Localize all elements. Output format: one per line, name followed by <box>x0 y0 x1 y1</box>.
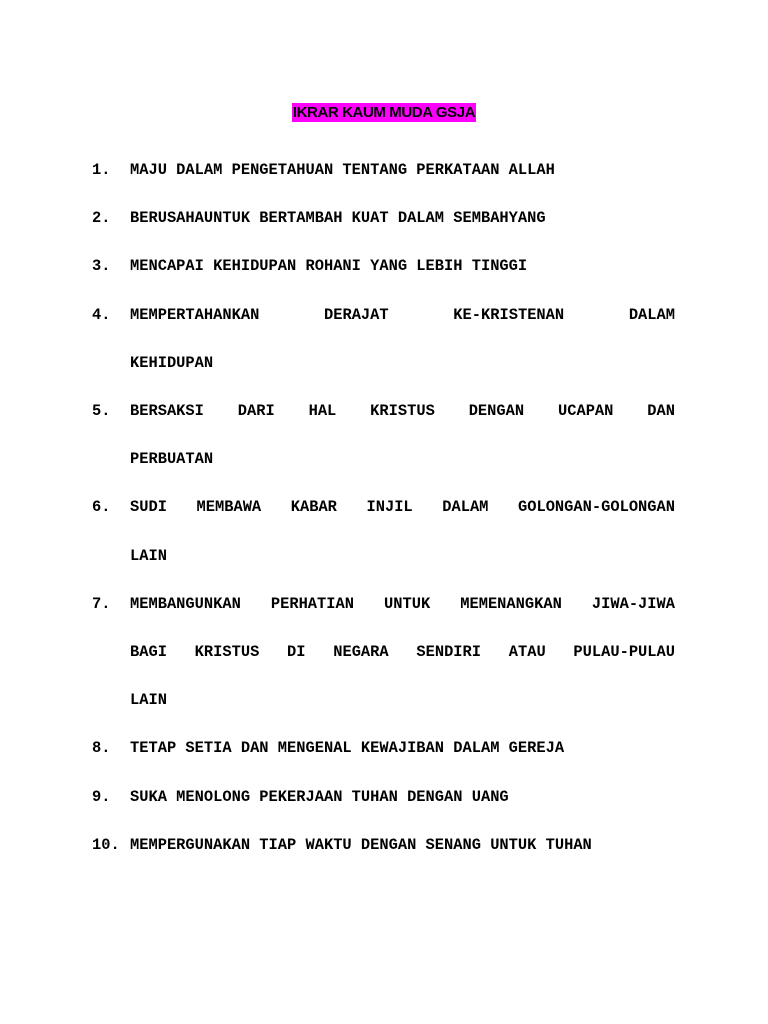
pledge-item <box>92 483 675 579</box>
document-title <box>0 88 768 125</box>
pledge-item-line: LAIN <box>130 691 167 710</box>
pledge-item-line: MEMPERTAHANKAN DERAJAT KE-KRISTENAN DALAM <box>130 305 675 324</box>
pledge-item <box>92 724 675 772</box>
pledge-item-text <box>130 821 675 869</box>
pledge-item-line: MEMPERGUNAKAN TIAP WAKTU DENGAN SENANG UNTUK TUHAN <box>130 835 592 854</box>
pledge-item <box>92 821 675 869</box>
pledge-item-text <box>130 580 675 725</box>
document-title-text: IKRAR KAUM MUDA GSJA <box>292 104 476 121</box>
pledge-item-text <box>130 387 675 483</box>
pledge-item-text <box>130 724 675 772</box>
pledge-item <box>92 242 675 290</box>
pledge-item-line: TETAP SETIA DAN MENGENAL KEWAJIBAN DALAM GEREJA <box>130 739 565 758</box>
pledge-item-number: 8. <box>92 739 111 758</box>
pledge-item-line: SUDI MEMBAWA KABAR INJIL DALAM GOLONGAN-GOLONGAN <box>130 498 675 517</box>
pledge-item-text <box>130 242 675 290</box>
pledge-item-number: 9. <box>92 787 111 806</box>
pledge-item-line: LAIN <box>130 546 167 565</box>
pledge-item-number: 6. <box>92 498 111 517</box>
pledge-item-line: BAGI KRISTUS DI NEGARA SENDIRI ATAU PULAU-PULAU <box>130 643 675 662</box>
pledge-list <box>92 146 675 869</box>
pledge-item <box>92 773 675 821</box>
pledge-item-line: KEHIDUPAN <box>130 353 214 372</box>
pledge-item-line: SUKA MENOLONG PEKERJAAN TUHAN DENGAN UANG <box>130 787 509 806</box>
pledge-item-text <box>130 773 675 821</box>
pledge-item <box>92 194 675 242</box>
pledge-item-line: PERBUATAN <box>130 450 214 469</box>
pledge-item-text <box>130 291 675 387</box>
pledge-item-line: MEMBANGUNKAN PERHATIAN UNTUK MEMENANGKAN JIWA-JIWA <box>130 594 675 613</box>
pledge-item <box>92 580 675 725</box>
pledge-item-number: 3. <box>92 257 111 276</box>
pledge-item <box>92 146 675 194</box>
pledge-item-text <box>130 483 675 579</box>
pledge-item-line: BERSAKSI DARI HAL KRISTUS DENGAN UCAPAN DAN <box>130 402 675 421</box>
pledge-item <box>92 387 675 483</box>
pledge-item-number: 1. <box>92 161 111 179</box>
pledge-item-text <box>130 146 675 194</box>
pledge-item-number: 2. <box>92 209 111 228</box>
pledge-item-line: MAJU DALAM PENGETAHUAN TENTANG PERKATAAN ALLAH <box>130 161 555 179</box>
pledge-item-line: MENCAPAI KEHIDUPAN ROHANI YANG LEBIH TINGGI <box>130 257 528 276</box>
pledge-item-number: 10. <box>92 835 120 854</box>
pledge-item-number: 7. <box>92 594 111 613</box>
pledge-item-number: 4. <box>92 305 111 324</box>
pledge-item-number: 5. <box>92 402 111 421</box>
pledge-item-text <box>130 194 675 242</box>
pledge-item <box>92 291 675 387</box>
pledge-item-line: BERUSAHAUNTUK BERTAMBAH KUAT DALAM SEMBAHYANG <box>130 209 546 228</box>
